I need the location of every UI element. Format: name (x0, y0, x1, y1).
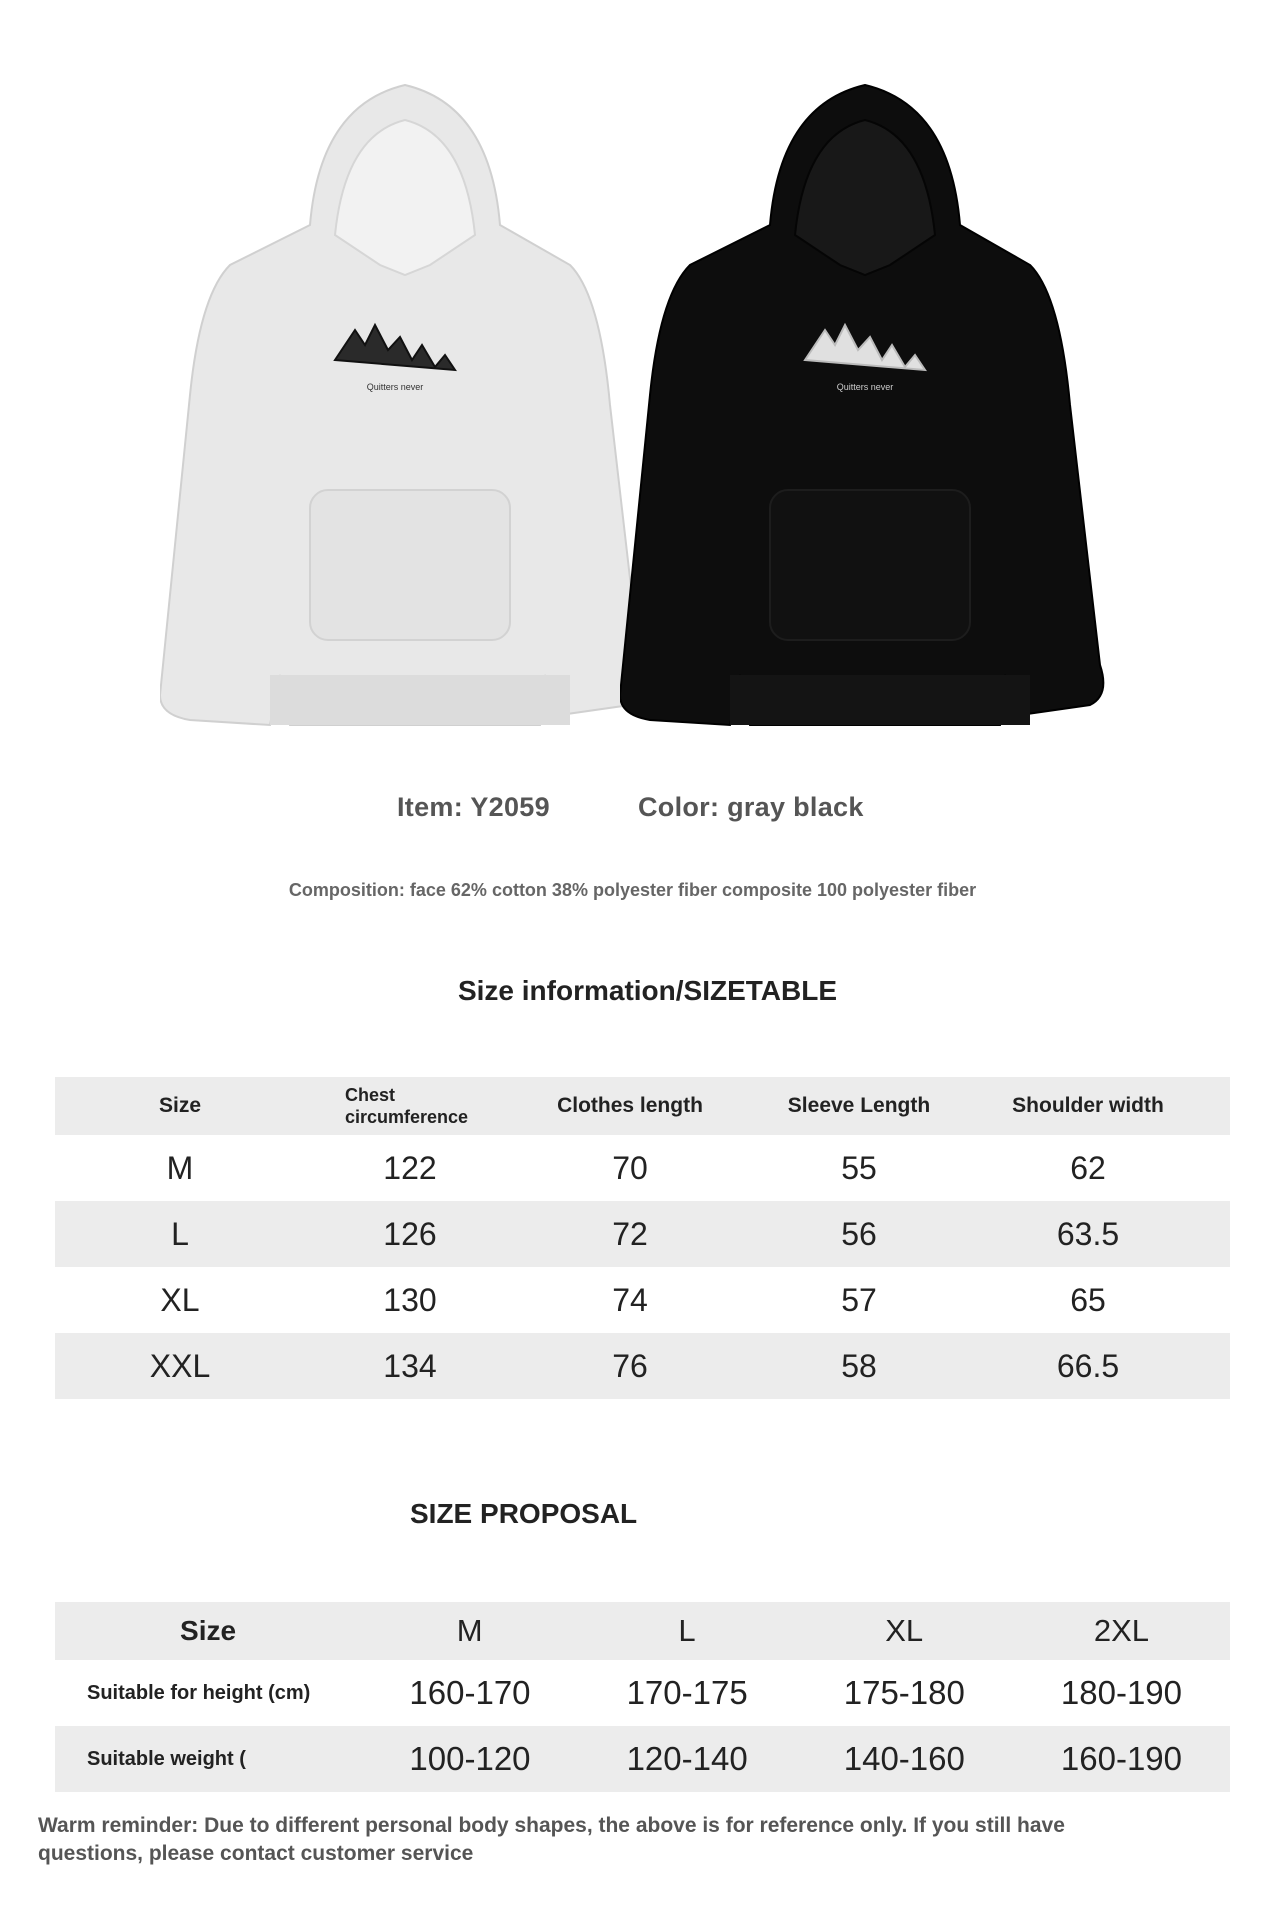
black-hoodie-image (620, 75, 1110, 735)
cell-size: M (166, 1149, 194, 1186)
composition-text: Composition: face 62% cotton 38% polyester fiber composite 100 polyester fiber (288, 880, 977, 900)
cell-shoulder-width: 63.5 (1056, 1215, 1120, 1252)
cell-sleeve-length: 56 (841, 1215, 877, 1252)
color-info: Color: gray black (638, 792, 864, 822)
size-table (55, 1077, 1230, 1399)
cell-sleeve-length: 57 (841, 1281, 877, 1318)
cell-clothes-length: 74 (612, 1281, 648, 1318)
table-row (55, 1267, 1230, 1333)
cell-shoulder-width: 65 (1070, 1281, 1106, 1318)
cell-clothes-length: 72 (612, 1215, 648, 1252)
cell-height-m: 160-170 (409, 1674, 531, 1711)
cell-weight-xl: 140-160 (843, 1740, 965, 1777)
cell-clothes-length: 70 (612, 1149, 648, 1186)
table-row (55, 1660, 1230, 1726)
header-m: M (456, 1613, 483, 1648)
cell-height-l: 170-175 (626, 1674, 748, 1711)
cell-sleeve-length: 58 (841, 1347, 877, 1384)
cell-shoulder-width: 62 (1070, 1149, 1106, 1186)
row-label-height: Suitable for height (cm) (87, 1681, 311, 1704)
header-size: Size (158, 1094, 202, 1117)
row-label-weight: Suitable weight ( (87, 1747, 246, 1770)
proposal-table-header (55, 1602, 1230, 1660)
cell-weight-l: 120-140 (626, 1740, 748, 1777)
gray-hoodie-image (160, 75, 650, 735)
product-meta-row (0, 792, 1265, 832)
header-clothes-length: Clothes length (557, 1094, 703, 1117)
header-xl: XL (885, 1613, 924, 1648)
header-size: Size (180, 1615, 237, 1646)
cell-weight-2xl: 160-190 (1060, 1740, 1182, 1777)
cell-size: L (171, 1215, 189, 1252)
cell-size: XL (160, 1281, 200, 1318)
table-row (55, 1201, 1230, 1267)
cell-chest: 130 (383, 1281, 437, 1318)
header-l: L (678, 1613, 696, 1648)
cell-chest: 126 (383, 1215, 437, 1252)
size-info-title: Size information/SIZETABLE (457, 975, 838, 1006)
gray-print-text: Quitters never (366, 382, 424, 392)
header-sleeve-length: Sleeve Length (787, 1094, 931, 1117)
cell-chest: 122 (383, 1149, 437, 1186)
warm-reminder: Warm reminder: Due to different personal body shapes, the above is for reference only. If you still have questions, please contact customer service (38, 1814, 1065, 1865)
cell-clothes-length: 76 (612, 1347, 648, 1384)
gray-hoodie-illustration (160, 75, 650, 735)
cell-height-xl: 175-180 (843, 1674, 965, 1711)
header-shoulder-width: Shoulder width (1012, 1094, 1164, 1117)
product-hero-image (150, 75, 1130, 735)
cell-shoulder-width: 66.5 (1056, 1347, 1120, 1384)
table-row (55, 1135, 1230, 1201)
cell-size: XXL (149, 1347, 211, 1384)
cell-weight-m: 100-120 (409, 1740, 531, 1777)
size-proposal-title: SIZE PROPOSAL (410, 1498, 638, 1529)
header-2xl: 2XL (1093, 1613, 1149, 1648)
table-row (55, 1726, 1230, 1792)
cell-chest: 134 (383, 1347, 437, 1384)
cell-height-2xl: 180-190 (1060, 1674, 1182, 1711)
black-print-text: Quitters never (836, 382, 894, 392)
size-proposal-table (55, 1602, 1230, 1792)
table-row (55, 1333, 1230, 1399)
item-code: Item: Y2059 (397, 792, 550, 822)
cell-sleeve-length: 55 (841, 1149, 877, 1186)
header-chest: Chest circumference (345, 1085, 469, 1127)
black-hoodie-illustration (620, 75, 1110, 735)
size-table-header (55, 1077, 1230, 1135)
